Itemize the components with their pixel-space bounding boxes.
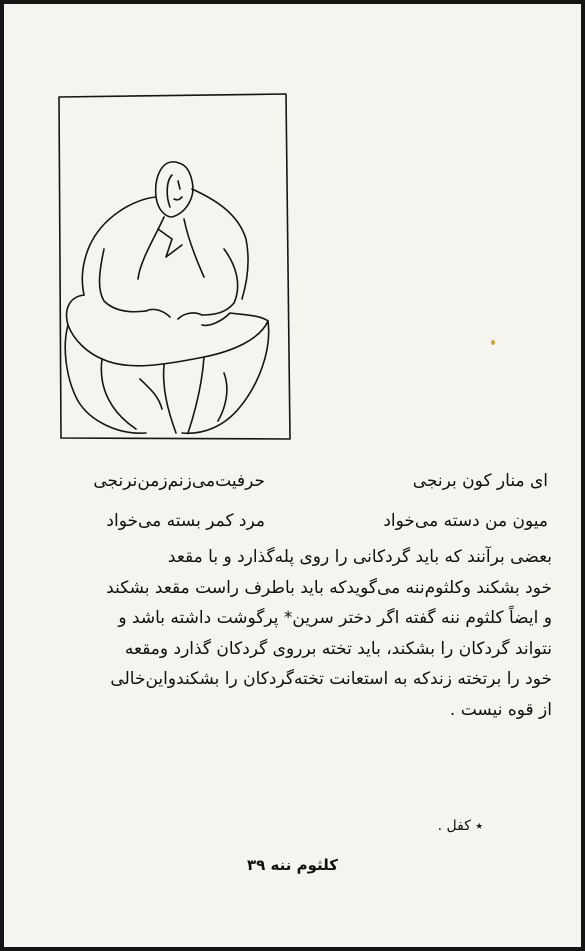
footnote: ٭ کفل . (437, 818, 483, 834)
prose-line: نتواند گردکان را بشکند، باید تخته برروی گردکان گذارد ومقعه (124, 638, 552, 659)
running-footer: کلثوم ننه ۳۹ (247, 856, 338, 874)
prose-line: خود بشکند وکلثوم‌ننه می‌گوید‌که باید باطرف راست مقعد بشکند (106, 577, 552, 598)
prose-paragraph (32, 542, 552, 725)
paper-speck (491, 340, 495, 345)
prose-line: خود را برتخته زندکه به استعانت تخته‌گردکان را بشکندواین‌خالی (110, 669, 552, 689)
verse-line-2-left: مرد کمر بسته می‌خواد (106, 511, 265, 531)
verse-line-1-right: ای منار کون برنجی (412, 471, 548, 491)
prose-line: و ایضاً کلثوم ننه گفته اگر دختر سرین* پرگوشت داشته باشد و (118, 608, 552, 628)
verse-line-1-left: حرفیت‌می‌زنم‌زمن‌نرنجی (93, 471, 265, 491)
verse-line-2-right: میون من دسته می‌خواد (383, 511, 548, 531)
book-page (4, 4, 581, 947)
prose-line: از قوه نیست . (449, 699, 552, 720)
seated-woman-illustration (54, 89, 294, 444)
prose-line: بعضی برآنند که باید گردکانی را روی پله‌گذارد و با مقعد (167, 547, 552, 567)
